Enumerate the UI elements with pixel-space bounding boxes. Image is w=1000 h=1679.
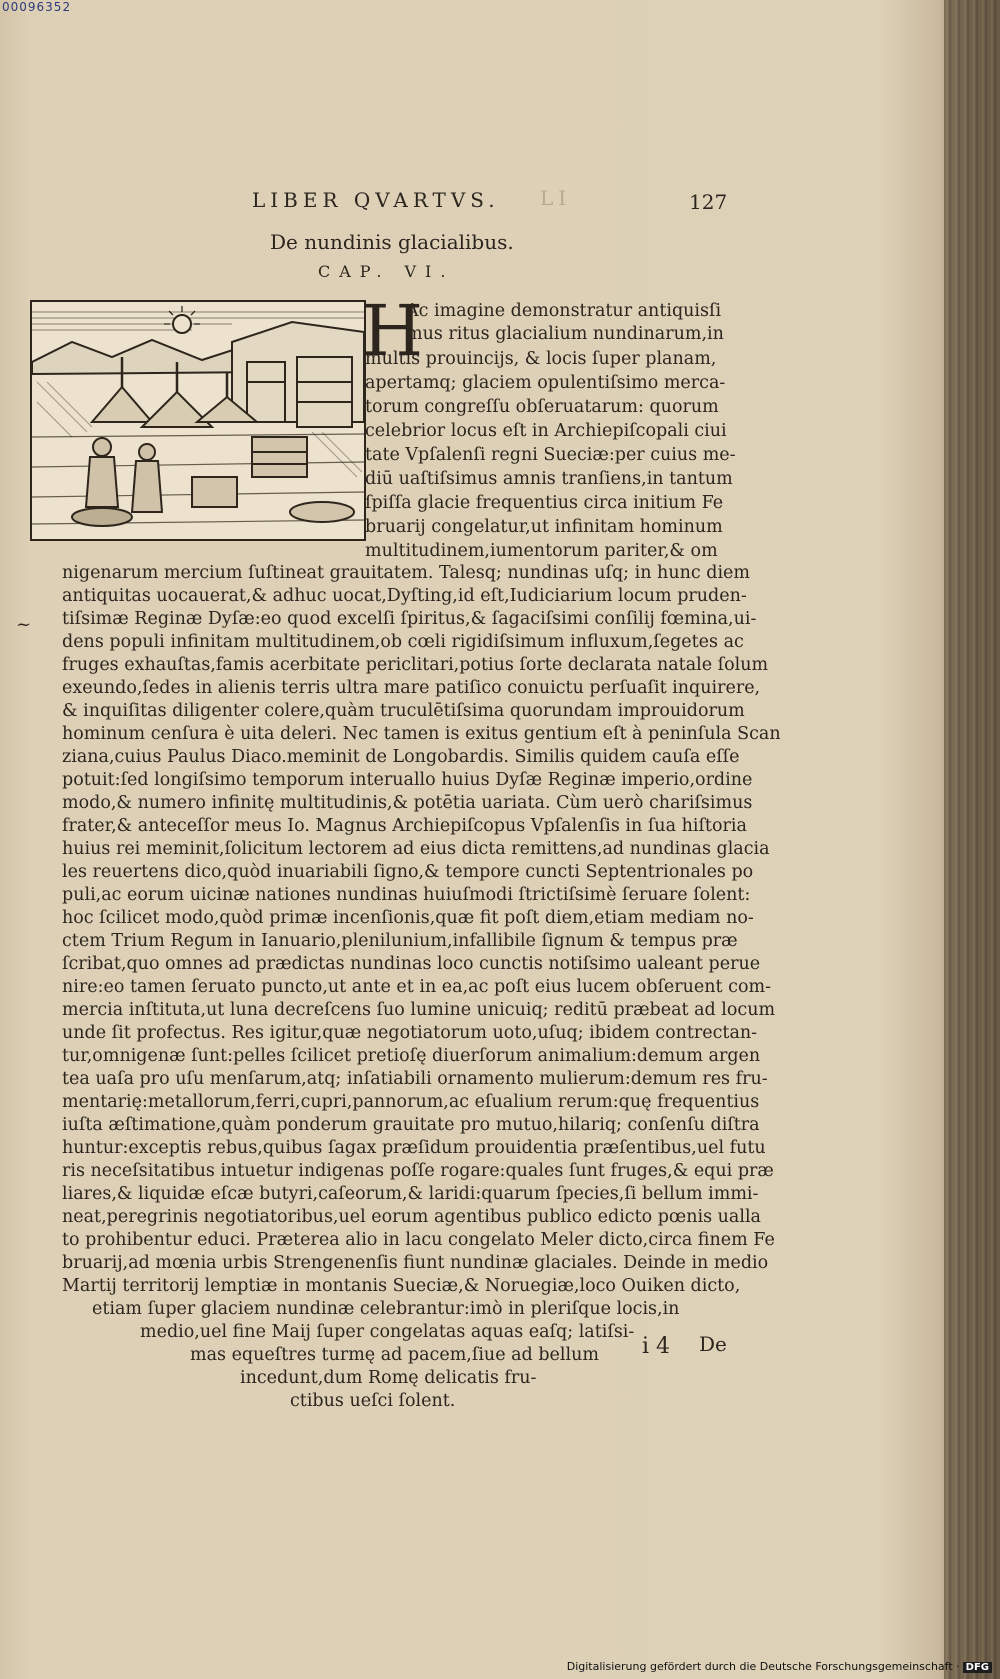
text-line: hominum cenſura è uita deleri. Nec tamen is exitus gentium eſt à peninſula Scan bbox=[62, 724, 781, 744]
text-line: tate Vpſalenſi regni Sueciæ:per cuius me- bbox=[365, 445, 736, 465]
text-line: unde ſit profectus. Res igitur,quæ negotiatorum uoto,uſuq; ibidem contrectan- bbox=[62, 1023, 758, 1043]
text-line: mentarię:metallorum,ferri,cupri,pannorum,ac eſualium rerum:quę frequentius bbox=[62, 1092, 760, 1112]
drop-cap: H bbox=[362, 290, 424, 372]
text-line: neat,peregrinis negotiatoribus,uel eorum agentibus publico edicto pœnis ualla bbox=[62, 1207, 761, 1227]
running-head: LIBER QVARTVS. bbox=[252, 188, 500, 212]
text-line: Martij territorij lemptiæ in montanis Sueciæ,& Noruegiæ,loco Ouiken dicto, bbox=[62, 1276, 741, 1296]
text-line: potuit:ſed longiſsimo temporum interuallo huius Dyſæ Reginæ imperio,ordine bbox=[62, 770, 753, 790]
text-line: hoc ſcilicet modo,quòd primæ incenſionis,quæ fit poſt diem,etiam mediam no- bbox=[62, 908, 754, 928]
text-line: iuſta æſtimatione,quàm ponderum grauitate pro mutuo,hilariq; conſenſu diſtra bbox=[62, 1115, 760, 1135]
text-line: medio,uel fine Maij ſuper congelatas aquas eaſq; latiſsi- bbox=[140, 1322, 635, 1342]
text-line: ctem Trium Regum in Ianuario,plenilunium,infallibile ſignum & tempus præ bbox=[62, 931, 738, 951]
marginal-mark: ~ bbox=[16, 614, 32, 635]
scan-id: 00096352 bbox=[2, 0, 72, 14]
text-line: ris neceſsitatibus intuetur indigenas poſſe rogare:quales ſunt fruges,& equi præ bbox=[62, 1161, 774, 1181]
text-line: incedunt,dum Romę delicatis fru- bbox=[240, 1368, 537, 1388]
text-line: exeundo,ſedes in alienis terris ultra mare patiſico conuictu perſuaſit inquirere, bbox=[62, 678, 761, 698]
text-line: dens populi infinitam multitudinem,ob cœli rigidiſsimum influxum,ſegetes ac bbox=[62, 632, 744, 652]
text-line: bruarij congelatur,ut infinitam hominum bbox=[365, 517, 723, 537]
text-line: to prohibentur educi. Præterea alio in lacu congelato Meler dicto,circa finem Fe bbox=[62, 1230, 775, 1250]
text-line: tiſsimæ Reginæ Dyſæ:eo quod excelſi ſpiritus,& ſagaciſsimi conſilij fœmina,ui- bbox=[62, 609, 757, 629]
text-line: modo,& numero infinitę multitudinis,& potētia uariata. Cùm uerò chariſsimus bbox=[62, 793, 753, 813]
text-line: ctibus ueſci ſolent. bbox=[290, 1391, 456, 1411]
text-line: antiquitas uocauerat,& adhuc uocat,Dyſting,id eſt,Iudiciarium locum pruden- bbox=[62, 586, 747, 606]
text-line: nigenarum mercium ſuſtineat grauitatem. Talesq; nundinas uſq; in hunc diem bbox=[62, 563, 750, 583]
text-line: ſpiſſa glacie frequentius circa initium Fe bbox=[365, 493, 724, 513]
text-line: puli,ac eorum uicinæ nationes nundinas huiuſmodi ſtrictiſsimè ſeruare ſolent: bbox=[62, 885, 751, 905]
text-line: multitudinem,iumentorum pariter,& om bbox=[365, 541, 718, 561]
text-line: mus ritus glacialium nundinarum,in bbox=[406, 324, 724, 344]
footer-text: Digitalisierung gefördert durch die Deutsche Forschungsgemeinschaft · bbox=[566, 1660, 960, 1673]
text-line: mas equeſtres turmę ad pacem,ſiue ad bellum bbox=[190, 1345, 599, 1365]
catchword: De bbox=[699, 1332, 727, 1356]
text-line: ziana,cuius Paulus Diaco.meminit de Longobardis. Similis quidem cauſa eſſe bbox=[62, 747, 740, 767]
text-line: liares,& liquidæ eſcæ butyri,caſeorum,& laridi:quarum ſpecies,ſi bellum immi- bbox=[62, 1184, 759, 1204]
chapter-title: De nundinis glacialibus. bbox=[270, 230, 514, 254]
text-line: apertamq; glaciem opulentiſsimo merca- bbox=[365, 373, 726, 393]
show-through-text: LI bbox=[540, 186, 572, 210]
dfg-logo: DFG bbox=[963, 1662, 992, 1673]
text-line: bruarij,ad mœnia urbis Strengenenſis fiunt nundinæ glaciales. Deinde in medio bbox=[62, 1253, 769, 1273]
text-line: mercia inſtituta,ut luna decreſcens ſuo lumine unicuiq; reditū præbeat ad locum bbox=[62, 1000, 776, 1020]
text-line: etiam ſuper glaciem nundinæ celebrantur:imò in pleriſque locis,in bbox=[92, 1299, 680, 1319]
text-line: diū uaſtiſsimus amnis tranſiens,in tantum bbox=[365, 469, 733, 489]
text-line: les reuertens dico,quòd inuariabili ſigno,& tempore cuncti Septentrionales po bbox=[62, 862, 754, 882]
text-line: & inquiſitas diligenter colere,quàm truculētiſsima quorundam improuidorum bbox=[62, 701, 745, 721]
signature-mark: i 4 bbox=[642, 1334, 671, 1359]
text-line: fruges exhauſtas,famis acerbitate periclitari,potius ſorte declarata natale ſolum bbox=[62, 655, 769, 675]
text-line: huntur:exceptis rebus,quibus ſagax præſidum prouidentia præſentibus,uel futu bbox=[62, 1138, 766, 1158]
text-line: tur,omnigenæ ſunt:pelles ſcilicet pretioſę diuerſorum animalium:demum argen bbox=[62, 1046, 761, 1066]
text-line: multis prouincijs, & locis ſuper planam, bbox=[365, 349, 717, 369]
chapter-number: CAP. VI. bbox=[318, 262, 455, 281]
footer-credit bbox=[567, 1660, 992, 1673]
text-line: torum congreſſu obſeruatarum: quorum bbox=[365, 397, 719, 417]
text-line: frater,& anteceſſor meus Io. Magnus Archiepiſcopus Vpſalenſis in ſua hiſtoria bbox=[62, 816, 747, 836]
text-line: Ac imagine demonstratur antiquisſi bbox=[406, 301, 722, 321]
text-line: ſcribat,quo omnes ad prædictas nundinas loco cunctis notiſsimo ualeant perue bbox=[62, 954, 761, 974]
text-line: nire:eo tamen ſeruato puncto,ut ante et in ea,ac poſt eius lucem obſeruent com- bbox=[62, 977, 771, 997]
text-line: celebrior locus eſt in Archiepiſcopali ciui bbox=[365, 421, 727, 441]
text-line: tea uaſa pro uſu menſarum,atq; inſatiabili ornamento mulierum:demum res fru- bbox=[62, 1069, 768, 1089]
text-line: huius rei meminit,ſolicitum lectorem ad eius dicta remittens,ad nundinas glacia bbox=[62, 839, 770, 859]
page-number: 127 bbox=[689, 190, 728, 214]
